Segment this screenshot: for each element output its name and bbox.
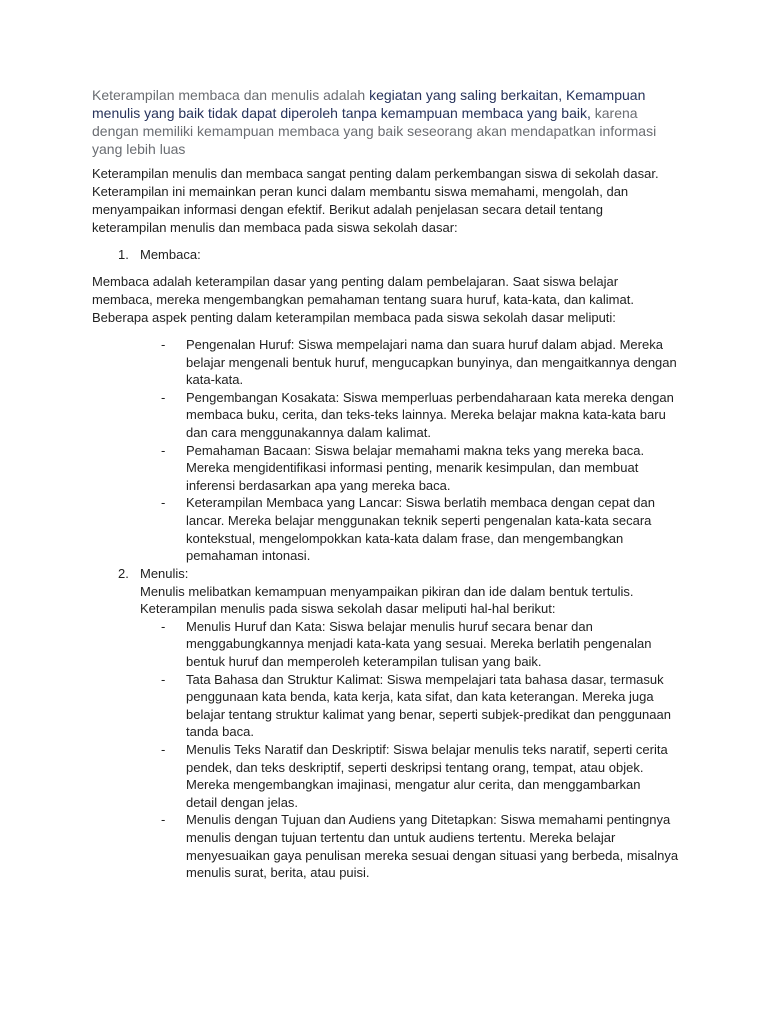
bullet-line: kata-kata. — [186, 372, 244, 388]
intro-text-muted: Keterampilan membaca dan menulis adalah — [92, 87, 366, 103]
bullet-line: belajar mengenali bentuk huruf, mengucapkan bunyinya, dan mengaitkannya dengan — [186, 354, 677, 370]
bullet-item — [0, 811, 768, 881]
paragraph-line: Keterampilan menulis dan membaca sangat penting dalam perkembangan siswa di sekolah dasar. — [92, 166, 659, 181]
paragraph-line: membaca, mereka mengembangkan pemahaman tentang suara huruf, kata-kata, dan kalimat. — [92, 292, 634, 307]
reading-aspects-list — [0, 336, 768, 565]
bullet-line: Pengenalan Huruf: Siswa mempelajari nama dan suara huruf dalam abjad. Mereka — [186, 337, 663, 352]
bullet-line: Tata Bahasa dan Struktur Kalimat: Siswa mempelajari tata bahasa dasar, termasuk — [186, 671, 664, 687]
bullet-item — [0, 671, 768, 741]
bullet-line: Menulis Teks Naratif dan Deskriptif: Siswa belajar menulis teks naratif, seperti cerita — [186, 741, 668, 757]
reading-paragraph — [92, 273, 752, 327]
bullet-line: tanda baca. — [186, 724, 254, 740]
bullet-line: membaca buku, cerita, dan teks-teks lainnya. Mereka belajar makna kata-kata baru — [186, 407, 666, 423]
bullet-item — [0, 389, 768, 442]
bullet-line: detail dengan jelas. — [186, 794, 299, 810]
bullet-line: lancar. Mereka belajar menggunakan teknik seperti pengenalan kata-kata secara — [186, 512, 652, 528]
paragraph-line: Membaca adalah keterampilan dasar yang penting dalam pembelajaran. Saat siswa belajar — [92, 274, 619, 289]
bullet-line: Mereka mengembangkan imajinasi, mengatur alur cerita, dan menggambarkan — [186, 777, 641, 793]
intro-line — [92, 140, 752, 158]
section-title: Menulis: — [140, 566, 189, 581]
bullet-item — [0, 741, 768, 811]
section-heading-reading — [0, 246, 768, 264]
writing-aspects-list — [0, 618, 768, 882]
intro-text-muted: dengan memiliki kemampuan membaca yang baik seseorang akan mendapatkan informasi — [92, 123, 657, 139]
bullet-marker: - — [161, 812, 166, 828]
intro-line — [92, 122, 752, 140]
bullet-line: Menulis dengan Tujuan dan Audiens yang Ditetapkan: Siswa memahami pentingnya — [186, 812, 671, 828]
paragraph-line: Keterampilan ini memainkan peran kunci dalam membantu siswa memahami, mengolah, dan — [92, 184, 629, 199]
bullet-line: menulis dengan tujuan tertentu dan untuk audiens tertentu. Mereka belajar — [186, 829, 616, 845]
section-heading-row — [0, 565, 768, 583]
intro-line — [92, 104, 752, 122]
section-heading-row — [0, 246, 768, 264]
bullet-line: dan cara menggunakannya dalam kalimat. — [186, 424, 431, 440]
section-title: Membaca: — [140, 247, 201, 262]
bullet-line: menulis surat, berita, atau puisi. — [186, 865, 370, 881]
bullet-item — [0, 442, 768, 495]
intro-paragraph — [92, 86, 752, 158]
paragraph-line: Keterampilan menulis pada siswa sekolah dasar meliputi hal-hal berikut: — [140, 601, 556, 617]
bullet-item — [0, 336, 768, 389]
section-number: 1. — [118, 247, 129, 262]
bullet-line: Mereka mengidentifikasi informasi penting, menarik kesimpulan, dan membuat — [186, 460, 639, 476]
bullet-marker: - — [161, 389, 166, 405]
overview-paragraph — [92, 165, 752, 237]
bullet-marker: - — [161, 337, 166, 352]
bullet-line: belajar tentang struktur kalimat yang benar, seperti subjek-predikat dan penggunaan — [186, 706, 671, 722]
bullet-line: Menulis Huruf dan Kata: Siswa belajar menulis huruf secara benar dan — [186, 618, 593, 634]
section-writing — [0, 565, 768, 882]
intro-text-muted: karena — [594, 105, 638, 121]
bullet-line: pendek, dan teks deskriptif, seperti deskripsi tentang orang, tempat, atau objek. — [186, 759, 644, 775]
paragraph-line: menyampaikan informasi dengan efektif. Berikut adalah penjelasan secara detail tentang — [92, 202, 603, 217]
paragraph-line: Beberapa aspek penting dalam keterampilan membaca pada siswa sekolah dasar meliputi: — [92, 310, 616, 325]
bullet-line: menyesuaikan gaya penulisan mereka sesuai dengan situasi yang berbeda, misalnya — [186, 847, 679, 863]
bullet-marker: - — [161, 671, 166, 687]
bullet-line: kontekstual, mengelompokkan kata-kata dalam frase, dan mengembangkan — [186, 530, 624, 546]
bullet-line: penggunaan kata benda, kata kerja, kata sifat, dan kata keterangan. Mereka juga — [186, 689, 654, 705]
bullet-marker: - — [161, 442, 166, 458]
paragraph-line: Menulis melibatkan kemampuan menyampaikan pikiran dan ide dalam bentuk tertulis. — [140, 583, 634, 599]
bullet-item — [0, 618, 768, 671]
section-number: 2. — [118, 566, 129, 581]
writing-paragraph — [140, 583, 768, 618]
bullet-marker: - — [161, 741, 166, 757]
bullet-marker: - — [161, 618, 166, 634]
bullet-line: pemahaman intonasi. — [186, 548, 311, 564]
bullet-line: Pemahaman Bacaan: Siswa belajar memahami makna teks yang mereka baca. — [186, 442, 645, 458]
bullet-line: bentuk huruf dan memperoleh keterampilan tulisan yang baik. — [186, 653, 542, 669]
intro-text-highlight: menulis yang baik tidak dapat diperoleh tanpa kemampuan membaca yang baik, — [92, 105, 591, 121]
intro-text-highlight: kegiatan yang saling berkaitan, Kemampuan — [369, 87, 646, 103]
intro-line — [92, 86, 752, 104]
intro-text-muted: yang lebih luas — [92, 141, 186, 157]
bullet-line: inferensi berdasarkan apa yang mereka baca. — [186, 477, 451, 493]
bullet-line: Pengembangan Kosakata: Siswa memperluas perbendaharaan kata mereka dengan — [186, 389, 674, 405]
bullet-line: menggabungkannya menjadi kata-kata yang sesuai. Mereka berlatih pengenalan — [186, 636, 652, 652]
bullet-marker: - — [161, 495, 166, 511]
bullet-item — [0, 494, 768, 564]
bullet-line: Keterampilan Membaca yang Lancar: Siswa berlatih membaca dengan cepat dan — [186, 495, 655, 511]
paragraph-line: keterampilan menulis dan membaca pada siswa sekolah dasar: — [92, 220, 458, 235]
